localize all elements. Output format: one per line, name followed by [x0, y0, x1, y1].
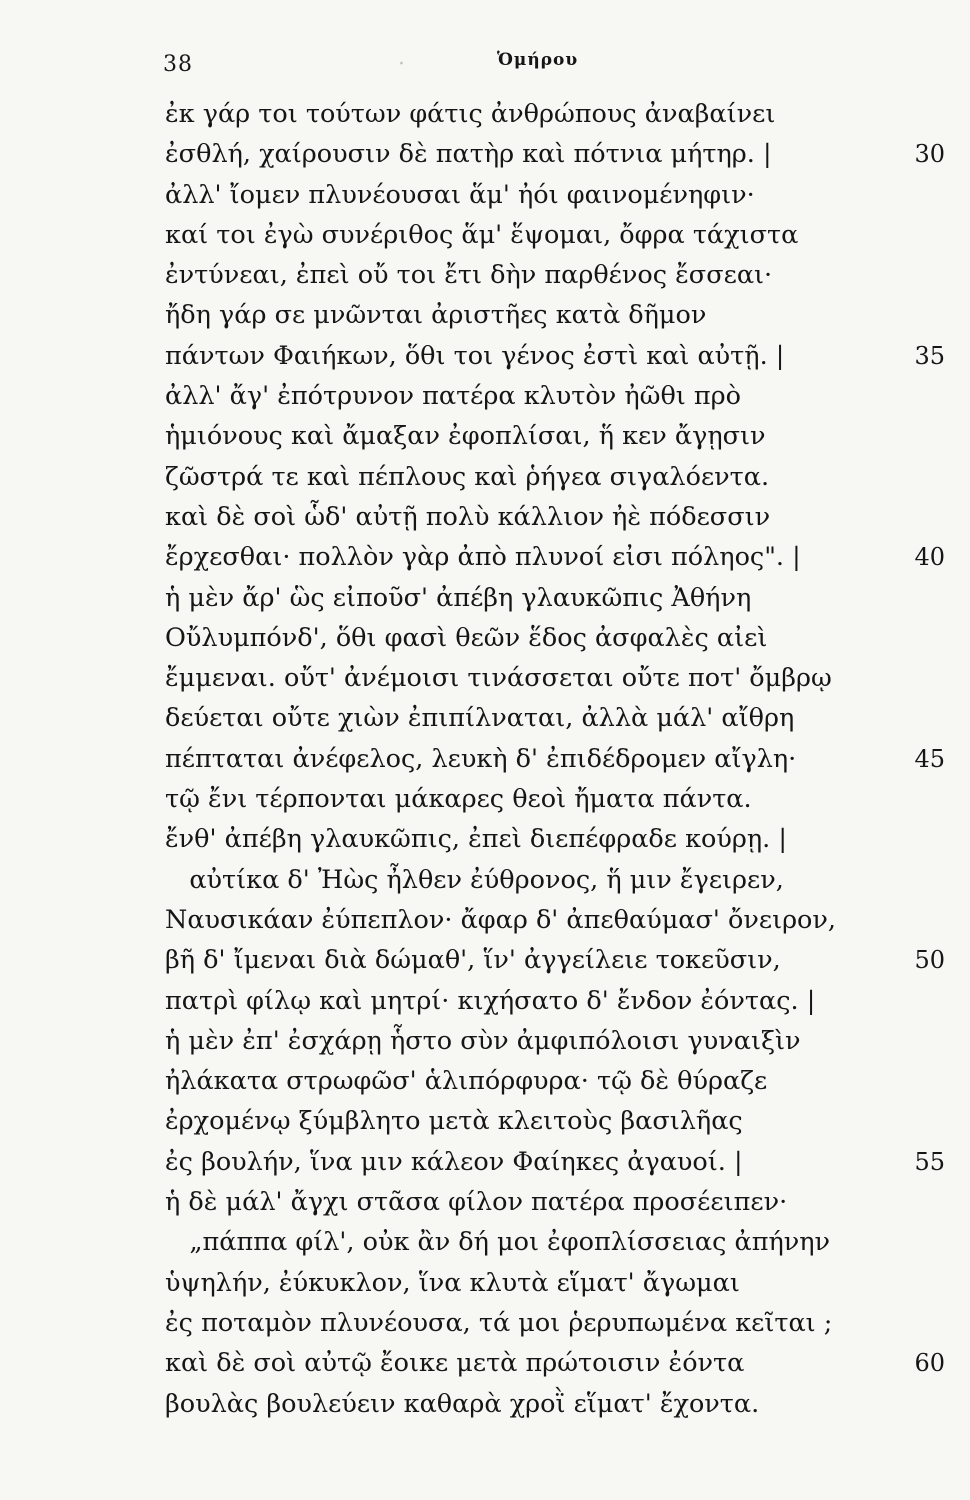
- verse-text: πέπταται ἀνέφελος, λευκὴ δ' ἐπιδέδρομεν αἴγλη·: [165, 743, 797, 774]
- line-number: 60: [914, 1349, 945, 1378]
- verse-line: [165, 981, 955, 1021]
- verse-line: [165, 739, 955, 779]
- verse-text: ἐκ γάρ τοι τούτων φάτις ἀνθρώπους ἀναβαίνει: [165, 99, 776, 129]
- verse-text: ἀλλ' ἄγ' ἐπότρυνον πατέρα κλυτὸν ἠῶθι πρὸ: [165, 381, 742, 412]
- verse-line: [165, 658, 955, 698]
- verse-text: ἐς βουλήν, ἵνα μιν κάλεον Φαίηκες ἀγαυοί. |: [165, 1146, 743, 1177]
- verse-text: Οὔλυμπόνδ', ὅθι φασὶ θεῶν ἕδος ἀσφαλὲς αἰεὶ: [165, 622, 768, 653]
- verse-line: [165, 134, 955, 174]
- verse-line: [165, 336, 955, 376]
- verse-line: [165, 698, 955, 738]
- verse-text: „πάππα φίλ', οὐκ ἂν δή μοι ἐφοπλίσσειας ἀπήνην: [165, 1227, 831, 1258]
- verse-line: [165, 94, 955, 134]
- verse-text: ἔμμεναι. οὔτ' ἀνέμοισι τινάσσεται οὔτε ποτ' ὄμβρῳ: [165, 663, 832, 694]
- verse-text: ἠλάκατα στρωφῶσ' ἁλιπόρφυρα· τῷ δὲ θύραζε: [165, 1066, 768, 1097]
- verse-text: πάντων Φαιήκων, ὅθι τοι γένος ἐστὶ καὶ αὐτῇ. |: [165, 340, 785, 371]
- verse-line: [165, 1142, 955, 1182]
- verse-line: [165, 1021, 955, 1061]
- verse-text: ἡμιόνους καὶ ἄμαξαν ἐφοπλίσαι, ἥ κεν ἄγῃσιν: [165, 421, 766, 452]
- verse-text: καὶ δὲ σοὶ ὧδ' αὐτῇ πολὺ κάλλιον ἠὲ πόδεσσιν: [165, 501, 771, 532]
- verse-line: [165, 537, 955, 577]
- verse-text: Ναυσικάαν ἐύπεπλον· ἄφαρ δ' ἀπεθαύμασ' ὄνειρον,: [165, 904, 837, 935]
- verse-line: [165, 1061, 955, 1101]
- line-number: 35: [914, 341, 945, 370]
- verse-text: πατρὶ φίλῳ καὶ μητρί· κιχήσατο δ' ἔνδον ἐόντας. |: [165, 985, 816, 1016]
- verse-text: ἔνθ' ἀπέβη γλαυκῶπις, ἐπεὶ διεπέφραδε κούρῃ. |: [165, 824, 787, 855]
- verse-line: [165, 779, 955, 819]
- verse-line: [165, 376, 955, 416]
- verse-line: [165, 1384, 955, 1424]
- verse-text: βῆ δ' ἴμεναι διὰ δώμαθ', ἵν' ἀγγείλειε τοκεῦσιν,: [165, 945, 781, 976]
- verse-text: ἤδη γάρ σε μνῶνται ἀριστῆες κατὰ δῆμον: [165, 300, 707, 331]
- verse-line: [165, 175, 955, 215]
- verse-line: [165, 497, 955, 537]
- verse-text: καί τοι ἐγὼ συνέριθος ἅμ' ἕψομαι, ὄφρα τάχιστα: [165, 219, 799, 250]
- verse-text: ἔρχεσθαι· πολλὸν γὰρ ἀπὸ πλυνοί εἰσι πόληος". |: [165, 542, 801, 573]
- line-number: 55: [914, 1147, 945, 1176]
- verse-line: [165, 295, 955, 335]
- verse-text: ἡ δὲ μάλ' ἄγχι στᾶσα φίλον πατέρα προσέειπεν·: [165, 1187, 788, 1218]
- verse-text: καὶ δὲ σοὶ αὐτῷ ἔοικε μετὰ πρώτοισιν ἐόντα: [165, 1348, 745, 1379]
- verse-line: [165, 457, 955, 497]
- verse-line: [165, 618, 955, 658]
- verse-line: [165, 1263, 955, 1303]
- line-number: 50: [914, 946, 945, 975]
- verse-text: ζῶστρά τε καὶ πέπλους καὶ ῥήγεα σιγαλόεντα.: [165, 461, 770, 492]
- verse-text: βουλὰς βουλεύειν καθαρὰ χροῒ εἵματ' ἔχοντα.: [165, 1388, 760, 1419]
- verse-line: [165, 900, 955, 940]
- verse-text: ὑψηλήν, ἐύκυκλον, ἵνα κλυτὰ εἵματ' ἄγωμαι: [165, 1267, 740, 1298]
- line-number: 30: [914, 140, 945, 169]
- verse-line: [165, 860, 955, 900]
- verse-line: [165, 1303, 955, 1343]
- verse-text: ἐσθλή, χαίρουσιν δὲ πατὴρ καὶ πότνια μήτηρ. |: [165, 139, 772, 170]
- verse-text: ἐντύνεαι, ἐπεὶ οὔ τοι ἔτι δὴν παρθένος ἔσσεαι·: [165, 260, 773, 291]
- verse-line: [165, 1343, 955, 1383]
- verse-line: [165, 1101, 955, 1141]
- verse-line: [165, 819, 955, 859]
- page-number: 38: [163, 52, 193, 77]
- verse-text: ἀλλ' ἴομεν πλυνέουσαι ἅμ' ἠόι φαινομένηφιν·: [165, 179, 755, 210]
- verse-text: ἡ μὲν ἄρ' ὣς εἰποῦσ' ἀπέβη γλαυκῶπις Ἀθήνη: [165, 582, 752, 613]
- verse-text: τῷ ἔνι τέρπονται μάκαρες θεοὶ ἤματα πάντα.: [165, 784, 752, 815]
- show-through-header: ·: [398, 52, 405, 77]
- verse-block: [165, 94, 955, 1424]
- verse-text: αὐτίκα δ' Ἠὼς ἦλθεν ἐύθρονος, ἥ μιν ἔγειρεν,: [165, 864, 784, 895]
- line-number: 40: [914, 543, 945, 572]
- verse-line: [165, 1222, 955, 1262]
- verse-text: ἐς ποταμὸν πλυνέουσα, τά μοι ῥερυπωμένα κεῖται ;: [165, 1307, 833, 1338]
- verse-line: [165, 1182, 955, 1222]
- running-head: Ὁμήρου: [497, 50, 579, 70]
- verse-text: δεύεται οὔτε χιὼν ἐπιπίλναται, ἀλλὰ μάλ' αἴθρη: [165, 703, 795, 734]
- verse-text: ἡ μὲν ἐπ' ἐσχάρῃ ἧστο σὺν ἀμφιπόλοισι γυναιξὶν: [165, 1025, 801, 1056]
- verse-line: [165, 255, 955, 295]
- verse-text: ἐρχομένῳ ξύμβλητο μετὰ κλειτοὺς βασιλῆας: [165, 1106, 743, 1137]
- verse-line: [165, 215, 955, 255]
- verse-line: [165, 416, 955, 456]
- verse-line: [165, 940, 955, 980]
- verse-line: [165, 578, 955, 618]
- line-number: 45: [914, 744, 945, 773]
